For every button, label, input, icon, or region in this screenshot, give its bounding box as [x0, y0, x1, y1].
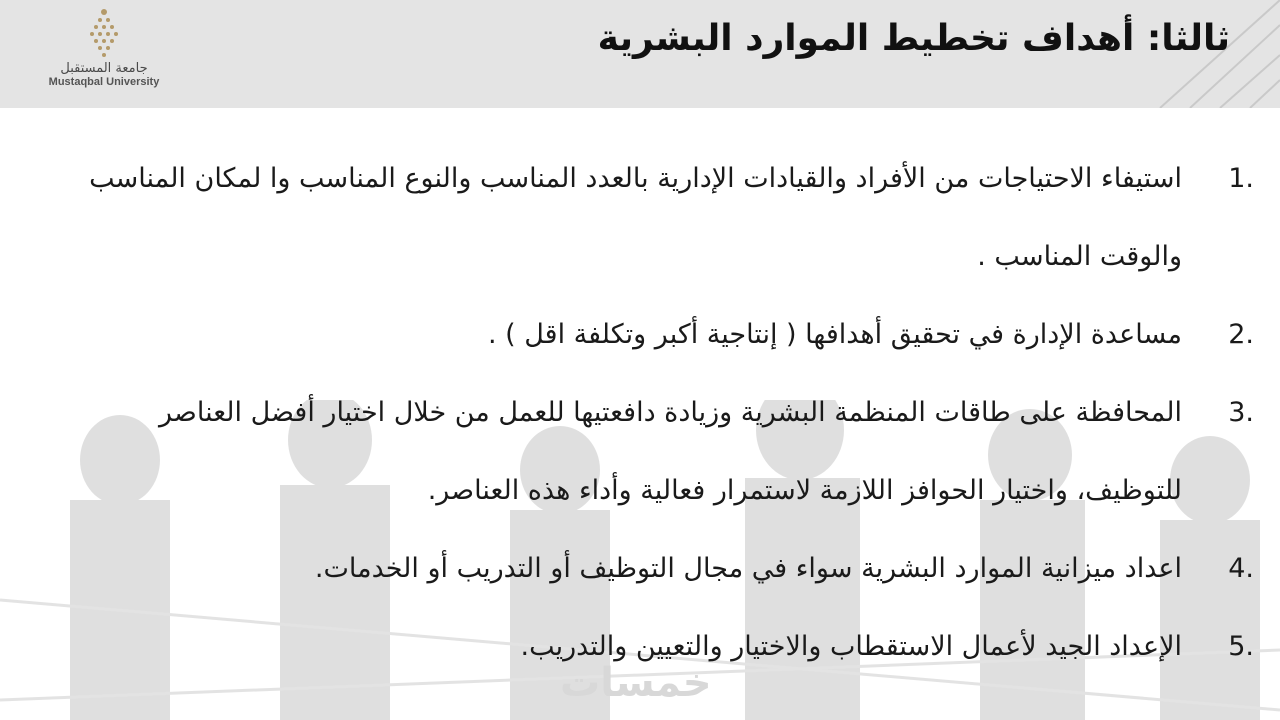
university-logo — [44, 8, 164, 98]
item-number: 3. — [1228, 397, 1254, 428]
item-text: مساعدة الإدارة في تحقيق أهدافها ( إنتاجية أكبر وتكلفة اقل ) . — [487, 319, 1182, 350]
item-text: استيفاء الاحتياجات من الأفراد والقيادات الإدارية بالعدد المناسب والنوع المناسب وا لمكان المناسب والوقت المناسب . — [89, 163, 1182, 272]
list-item — [52, 140, 1254, 296]
item-number: 5. — [1228, 631, 1254, 662]
watermark: خمسات — [560, 660, 712, 706]
item-number: 1. — [1228, 163, 1254, 194]
logo-name-arabic: جامعة المستقبل — [60, 61, 148, 76]
university-dots-icon — [87, 8, 121, 58]
item-number: 2. — [1228, 319, 1254, 350]
list-item — [52, 374, 1254, 530]
list-item — [52, 296, 1254, 374]
item-text: المحافظة على طاقات المنظمة البشرية وزيادة دافعتيها للعمل من خلال اختيار أفضل العناصر للتوظيف، واختيار الحوافز اللازمة لاستمرار فعالية وأداء هذه العناصر. — [159, 397, 1182, 506]
objectives-list — [52, 140, 1254, 686]
list-item — [52, 530, 1254, 608]
slide-title: ثالثا: أهداف تخطيط الموارد البشرية — [597, 18, 1230, 59]
logo-name-english: Mustaqbal University — [48, 76, 160, 88]
item-number: 4. — [1228, 553, 1254, 584]
item-text: الإعداد الجيد لأعمال الاستقطاب والاختيار والتعيين والتدريب. — [520, 631, 1182, 662]
item-text: اعداد ميزانية الموارد البشرية سواء في مجال التوظيف أو التدريب أو الخدمات. — [314, 553, 1182, 584]
